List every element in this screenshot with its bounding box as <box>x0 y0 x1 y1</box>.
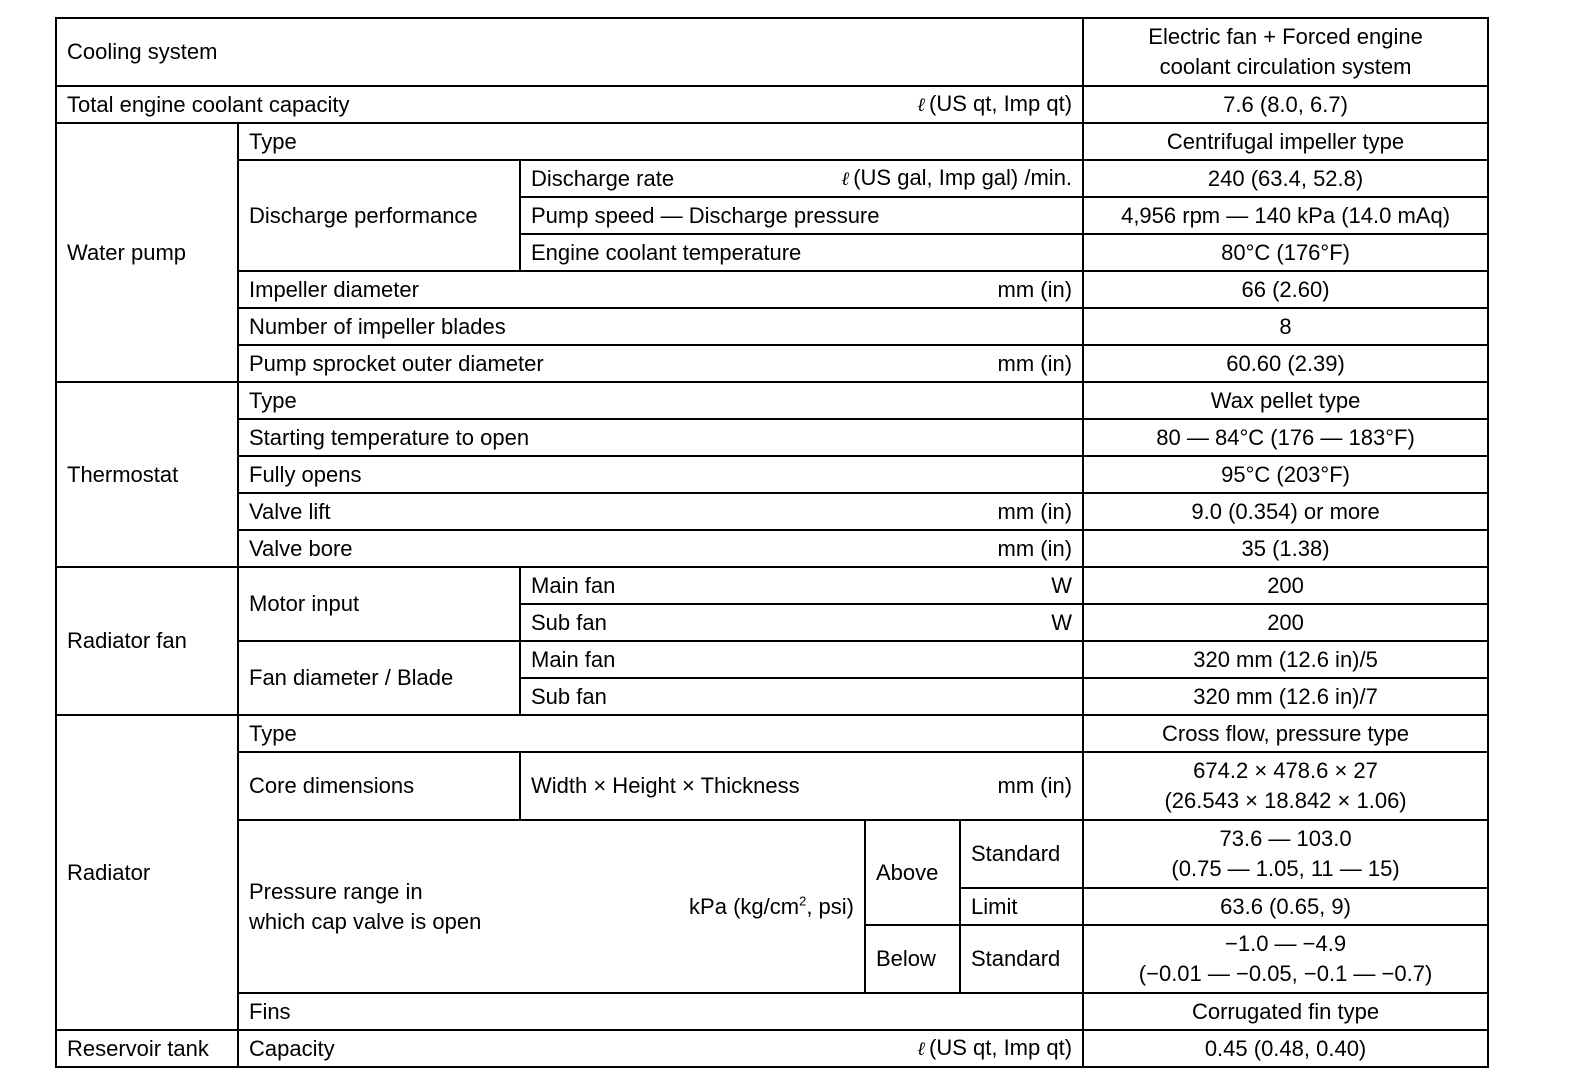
row-th-valve-bore <box>56 530 1488 567</box>
sprocket-cell <box>238 345 1083 382</box>
thermostat-label: Thermostat <box>56 382 238 567</box>
row-rad-fins <box>56 993 1488 1030</box>
impeller-blades-label: Number of impeller blades <box>238 308 1083 345</box>
motor-sub-value: 200 <box>1083 604 1488 641</box>
starting-temp-label: Starting temperature to open <box>238 419 1083 456</box>
reservoir-value: 0.45 (0.48, 0.40) <box>1083 1030 1488 1067</box>
row-rf-dia-main <box>56 641 1488 678</box>
dia-main-label: Main fan <box>520 641 1083 678</box>
wp-type-value: Centrifugal impeller type <box>1083 123 1488 160</box>
valve-lift-label: Valve lift <box>249 498 331 524</box>
dia-sub-value: 320 mm (12.6 in)/7 <box>1083 678 1488 715</box>
cooling-system-value <box>1083 18 1488 86</box>
row-rad-above-standard <box>56 820 1488 888</box>
below-standard-line1: −1.0 — −4.9 <box>1225 931 1347 956</box>
rad-type-label: Type <box>238 715 1083 752</box>
above-standard-line1: 73.6 — 103.0 <box>1219 826 1352 851</box>
discharge-rate-value: 240 (63.4, 52.8) <box>1083 160 1488 197</box>
radiator-label: Radiator <box>56 715 238 1030</box>
reservoir-capacity-label: Capacity <box>249 1035 335 1061</box>
liter-symbol: ℓ <box>917 1038 925 1060</box>
row-th-starting-temp <box>56 419 1488 456</box>
row-wp-impeller-blades <box>56 308 1488 345</box>
pressure-unit <box>689 892 854 922</box>
pressure-unit-sup: 2 <box>799 893 807 909</box>
total-coolant-value: 7.6 (8.0, 6.7) <box>1083 86 1488 123</box>
above-limit-label: Limit <box>960 888 1083 925</box>
row-th-type <box>56 382 1488 419</box>
total-coolant-unit <box>917 89 1072 120</box>
impeller-diameter-cell <box>238 271 1083 308</box>
motor-sub-unit: W <box>1051 609 1073 635</box>
fully-opens-value: 95°C (203°F) <box>1083 456 1488 493</box>
row-rad-type <box>56 715 1488 752</box>
below-label: Below <box>865 925 960 993</box>
liter-symbol: ℓ <box>841 168 850 190</box>
cooling-system-label: Cooling system <box>56 18 1083 86</box>
below-standard-value <box>1083 925 1488 993</box>
discharge-rate-cell <box>520 160 1083 197</box>
pressure-range-label <box>249 877 481 937</box>
sprocket-label: Pump sprocket outer diameter <box>249 350 544 376</box>
cooling-system-value-line1: Electric fan + Forced engine <box>1148 24 1423 49</box>
row-wp-impeller-diameter <box>56 271 1488 308</box>
valve-bore-label: Valve bore <box>249 535 353 561</box>
reservoir-label: Reservoir tank <box>56 1030 238 1067</box>
coolant-temp-value: 80°C (176°F) <box>1083 234 1488 271</box>
cooling-system-value-line2: coolant circulation system <box>1159 54 1412 79</box>
radiator-fan-label: Radiator fan <box>56 567 238 715</box>
row-reservoir <box>56 1030 1488 1067</box>
total-coolant-label: Total engine coolant capacity <box>67 91 350 117</box>
core-value <box>1083 752 1488 820</box>
motor-main-label: Main fan <box>531 572 616 598</box>
pressure-range-line2: which cap valve is open <box>249 908 482 934</box>
above-label: Above <box>865 820 960 925</box>
th-type-value: Wax pellet type <box>1083 382 1488 419</box>
wp-type-label: Type <box>238 123 1083 160</box>
motor-sub-cell <box>520 604 1083 641</box>
row-th-fully-opens <box>56 456 1488 493</box>
th-type-label: Type <box>238 382 1083 419</box>
motor-main-unit: W <box>1051 572 1073 598</box>
rad-type-value: Cross flow, pressure type <box>1083 715 1488 752</box>
core-label: Core dimensions <box>238 752 520 820</box>
total-coolant-unit-text: (US qt, Imp qt) <box>929 91 1073 116</box>
dia-sub-label: Sub fan <box>520 678 1083 715</box>
row-wp-type <box>56 123 1488 160</box>
pump-speed-value: 4,956 rpm — 140 kPa (14.0 mAq) <box>1083 197 1488 234</box>
above-limit-value: 63.6 (0.65, 9) <box>1083 888 1488 925</box>
coolant-temp-label: Engine coolant temperature <box>520 234 1083 271</box>
core-value-line2: (26.543 × 18.842 × 1.06) <box>1164 788 1407 813</box>
motor-input-label: Motor input <box>238 567 520 641</box>
impeller-diameter-unit: mm (in) <box>997 276 1073 302</box>
above-standard-label: Standard <box>960 820 1083 888</box>
row-rf-motor-main <box>56 567 1488 604</box>
pump-speed-label: Pump speed — Discharge pressure <box>520 197 1083 234</box>
motor-main-cell <box>520 567 1083 604</box>
valve-lift-unit: mm (in) <box>997 498 1073 524</box>
reservoir-capacity-cell <box>238 1030 1083 1067</box>
row-total-coolant <box>56 86 1488 123</box>
fan-diameter-label: Fan diameter / Blade <box>238 641 520 715</box>
impeller-diameter-label: Impeller diameter <box>249 276 419 302</box>
fully-opens-label: Fully opens <box>238 456 1083 493</box>
reservoir-unit <box>917 1033 1072 1064</box>
valve-lift-cell <box>238 493 1083 530</box>
row-cooling-system <box>56 18 1488 86</box>
water-pump-label: Water pump <box>56 123 238 382</box>
discharge-performance-label: Discharge performance <box>238 160 520 271</box>
motor-sub-label: Sub fan <box>531 609 607 635</box>
starting-temp-value: 80 — 84°C (176 — 183°F) <box>1083 419 1488 456</box>
valve-bore-value: 35 (1.38) <box>1083 530 1488 567</box>
core-unit: mm (in) <box>997 773 1073 798</box>
pressure-range-line1: Pressure range in <box>249 878 423 904</box>
total-coolant-cell <box>56 86 1083 123</box>
below-standard-label: Standard <box>960 925 1083 993</box>
row-th-valve-lift <box>56 493 1488 530</box>
pressure-unit-prefix: kPa (kg/cm <box>689 893 800 919</box>
impeller-diameter-value: 66 (2.60) <box>1083 271 1488 308</box>
fins-label: Fins <box>238 993 1083 1030</box>
pressure-unit-suffix: , psi) <box>806 893 854 919</box>
valve-bore-unit: mm (in) <box>997 535 1073 561</box>
cooling-spec-table <box>55 17 1489 1068</box>
core-dims-cell <box>520 752 1083 820</box>
row-wp-discharge-rate <box>56 160 1488 197</box>
discharge-rate-label: Discharge rate <box>531 165 675 191</box>
valve-lift-value: 9.0 (0.354) or more <box>1083 493 1488 530</box>
sprocket-value: 60.60 (2.39) <box>1083 345 1488 382</box>
discharge-rate-unit-text: (US gal, Imp gal) /min. <box>853 165 1073 190</box>
dia-main-value: 320 mm (12.6 in)/5 <box>1083 641 1488 678</box>
core-value-line1: 674.2 × 478.6 × 27 <box>1193 758 1378 783</box>
motor-main-value: 200 <box>1083 567 1488 604</box>
sprocket-unit: mm (in) <box>997 350 1073 376</box>
core-dims: Width × Height × Thickness <box>531 773 800 798</box>
above-standard-value <box>1083 820 1488 888</box>
below-standard-line2: (−0.01 — −0.05, −0.1 — −0.7) <box>1138 961 1433 986</box>
liter-symbol: ℓ <box>917 94 925 116</box>
row-wp-sprocket <box>56 345 1488 382</box>
impeller-blades-value: 8 <box>1083 308 1488 345</box>
discharge-rate-unit <box>841 163 1072 194</box>
fins-value: Corrugated fin type <box>1083 993 1488 1030</box>
valve-bore-cell <box>238 530 1083 567</box>
reservoir-unit-text: (US qt, Imp qt) <box>929 1035 1073 1060</box>
row-rad-core <box>56 752 1488 820</box>
above-standard-line2: (0.75 — 1.05, 11 — 15) <box>1171 856 1400 881</box>
pressure-range-cell <box>238 820 865 993</box>
